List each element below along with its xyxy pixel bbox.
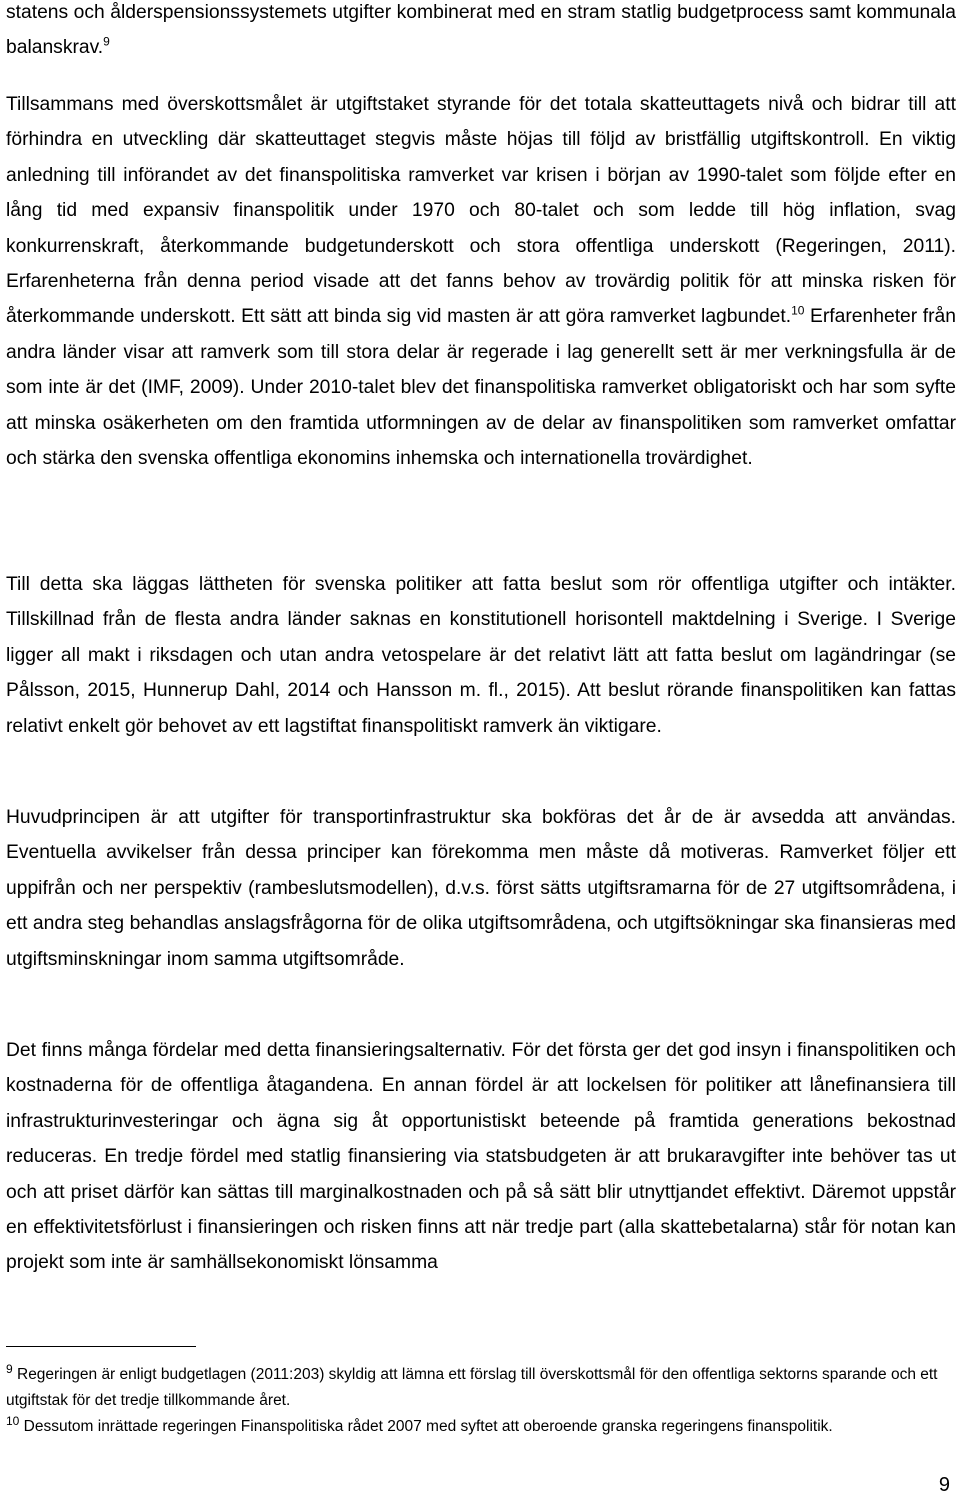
- footnote-ref[interactable]: 9: [103, 34, 110, 49]
- paragraph-text: Det finns många fördelar med detta finansieringsalternativ. För det första ger det god insyn i finanspolitiken och kostnaderna för de offentliga åtagandena. En annan fördel är att lockelsen för politiker att lånefinansiera till infrastrukturinvesteringar och ägna sig åt opportunistiskt beteende på framtida generations bekostnad reduceras. En tredje fördel med statlig finansiering via statsbudgeten är att brukaravgifter inte behöver tas ut och att priset därför kan sättas till marginalkostnaden och på så sätt blir utnyttjandet effektivt. Däremot uppstår en effektivitetsförlust i finansieringen och risken finns att när tredje part (alla skattebetalarna) står för notan kan projekt som inte är samhällsekonomiskt lönsamma: [6, 1040, 956, 1274]
- body-paragraph: [6, 0, 956, 66]
- page-number: 9: [938, 1474, 950, 1496]
- paragraph-text: Tillsammans med överskottsmålet är utgiftstaket styrande för det totala skatteuttagets nivå och bidrar till att förhindra en utveckling där skatteuttaget stegvis måste höjas till följd av bristfällig utgiftskontroll. En viktig anledning till införandet av det finanspolitiska ramverket var krisen i början av 1990-talet som följde efter en lång tid med expansiv finanspolitik under 1970 och 80-talet och som ledde till hög inflation, svag konkurrenskraft, återkommande budgetunderskott och stora offentliga underskott (Regeringen, 2011). Erfarenheterna från denna period visade att det fanns behov av trovärdig politik för att minska risken för återkommande underskott. Ett sätt att binda sig vid masten är att göra ramverket lagbundet.: [6, 94, 956, 328]
- footnote-text: Regeringen är enligt budgetlagen (2011:203) skyldig att lämna ett förslag till överskottsmål för den offentliga sektorns sparande och ett utgiftstak för det tredje tillkommande året.: [6, 1366, 938, 1409]
- paragraph-text: Erfarenheter från andra länder visar att ramverk som till stora delar är regerade i lag generellt sett är mer verkningsfulla är de som inte är det (IMF, 2009). Under 2010-talet blev det finanspolitiska ramverket obligatoriskt och har som syfte att minska osäkerheten om den framtida utformningen av de delar av finanspolitiken som ramverket omfattar och stärka den svenska offentliga ekonomins inhemska och internationella trovärdighet.: [6, 306, 956, 470]
- footnote: [6, 1362, 956, 1414]
- body-paragraph: [6, 87, 956, 476]
- footnote: [6, 1414, 956, 1440]
- paragraph-text: statens och ålderspensionssystemets utgifter kombinerat med en stram statlig budgetprocess samt kommunala balanskrav.: [6, 2, 956, 59]
- body-paragraph: [6, 567, 956, 744]
- footnote-number: 9: [6, 1361, 13, 1376]
- paragraph-text: Till detta ska läggas lättheten för svenska politiker att fatta beslut som rör offentliga utgifter och intäkter. Tillskillnad från de flesta andra länder saknas en konstitutionell horisontell maktdelning i Sverige. I Sverige ligger all makt i riksdagen och utan andra vetospelare är det relativt lätt att fatta beslut om lagändringar (se Pålsson, 2015, Hunnerup Dahl, 2014 och Hansson m. fl., 2015). Att beslut rörande finanspolitiken kan fattas relativt enkelt gör behovet av ett lagstiftat finanspolitiskt ramverk än viktigare.: [6, 574, 956, 737]
- footnote-ref[interactable]: 10: [791, 304, 805, 319]
- footnote-text: Dessutom inrättade regeringen Finanspolitiska rådet 2007 med syftet att oberoende granska regeringens finanspolitik.: [19, 1418, 833, 1435]
- paragraph-text: Huvudprincipen är att utgifter för transportinfrastruktur ska bokföras det år de är avsedda att användas. Eventuella avvikelser från dessa principer kan förekomma men måste då motiveras. Ramverket följer ett uppifrån och ner perspektiv (rambeslutsmodellen), d.v.s. först sätts utgiftsramarna för de 27 utgiftsområdena, i ett andra steg behandlas anslagsfrågorna för de olika utgiftsområdena, och utgiftsökningar ska finansieras med utgiftsminskningar inom samma utgiftsområde.: [6, 807, 956, 970]
- footnote-divider: [6, 1346, 196, 1347]
- footnote-number: 10: [6, 1413, 20, 1428]
- body-paragraph: [6, 800, 956, 977]
- body-paragraph: [6, 1033, 956, 1281]
